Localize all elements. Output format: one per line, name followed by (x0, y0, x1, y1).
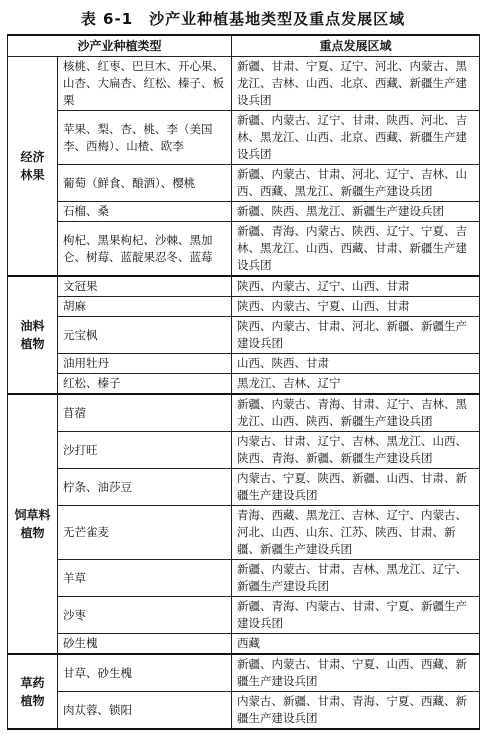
type-cell: 核桃、红枣、巴旦木、开心果、山杏、大扁杏、红松、榛子、板栗 (58, 57, 232, 111)
region-cell: 新疆、内蒙古、甘肃、宁夏、山西、西藏、新疆生产建设兵团 (232, 654, 480, 692)
table-row (8, 560, 480, 597)
category-cell: 油料 植物 (8, 276, 58, 394)
table-row (8, 469, 480, 506)
table-row (8, 374, 480, 395)
table-row (8, 394, 480, 432)
header-type: 沙产业种植类型 (8, 35, 232, 57)
type-cell: 无芒雀麦 (58, 506, 232, 560)
region-cell: 新疆、青海、内蒙古、陕西、辽宁、宁夏、吉林、黑龙江、山西、西藏、甘肃、新疆生产建设兵团 (232, 222, 480, 277)
table-row (8, 111, 480, 165)
region-cell: 新疆、内蒙古、甘肃、吉林、黑龙江、辽宁、新疆生产建设兵团 (232, 560, 480, 597)
type-cell: 甘草、砂生槐 (58, 654, 232, 692)
table-row (8, 202, 480, 222)
region-cell: 新疆、甘肃、宁夏、辽宁、河北、内蒙古、黑龙江、吉林、山西、北京、西藏、新疆生产建设兵团 (232, 57, 480, 111)
table-row (8, 297, 480, 317)
region-cell: 西藏 (232, 634, 480, 655)
region-cell: 新疆、青海、内蒙古、甘肃、宁夏、新疆生产建设兵团 (232, 597, 480, 634)
type-cell: 羊草 (58, 560, 232, 597)
type-cell: 胡麻 (58, 297, 232, 317)
region-cell: 新疆、内蒙古、青海、甘肃、辽宁、吉林、黑龙江、山西、陕西、新疆生产建设兵团 (232, 394, 480, 432)
region-cell: 陕西、内蒙古、辽宁、山西、甘肃 (232, 276, 480, 297)
type-cell: 柠条、油莎豆 (58, 469, 232, 506)
table-row (8, 654, 480, 692)
type-cell: 元宝枫 (58, 317, 232, 354)
region-cell: 山西、陕西、甘肃 (232, 354, 480, 374)
region-cell: 黑龙江、吉林、辽宁 (232, 374, 480, 395)
region-cell: 新疆、陕西、黑龙江、新疆生产建设兵团 (232, 202, 480, 222)
category-cell: 经济 林果 (8, 57, 58, 277)
category-cell: 饲草料 植物 (8, 394, 58, 654)
table-row (8, 692, 480, 730)
type-cell: 苹果、梨、杏、桃、李（美国李、西梅）、山楂、欧李 (58, 111, 232, 165)
category-cell: 草药 植物 (8, 654, 58, 729)
type-cell: 葡萄（鲜食、酿酒）、樱桃 (58, 165, 232, 202)
type-cell: 苜蓿 (58, 394, 232, 432)
planting-base-table (7, 34, 480, 730)
region-cell: 青海、西藏、黑龙江、吉林、辽宁、内蒙古、河北、山西、山东、江苏、陕西、甘肃、新疆、新疆生产建设兵团 (232, 506, 480, 560)
region-cell: 新疆、内蒙古、辽宁、甘肃、陕西、河北、吉林、黑龙江、山西、北京、西藏、新疆生产建设兵团 (232, 111, 480, 165)
region-cell: 新疆、内蒙古、甘肃、河北、辽宁、吉林、山西、西藏、黑龙江、新疆生产建设兵团 (232, 165, 480, 202)
table-row (8, 506, 480, 560)
header-region: 重点发展区域 (232, 35, 480, 57)
type-cell: 砂生槐 (58, 634, 232, 655)
table-row (8, 354, 480, 374)
header-row (8, 35, 480, 57)
type-cell: 油用牡丹 (58, 354, 232, 374)
table-row (8, 222, 480, 277)
region-cell: 内蒙古、宁夏、陕西、新疆、山西、甘肃、新疆生产建设兵团 (232, 469, 480, 506)
region-cell: 内蒙古、甘肃、辽宁、吉林、黑龙江、山西、陕西、青海、新疆、新疆生产建设兵团 (232, 432, 480, 469)
type-cell: 红松、榛子 (58, 374, 232, 395)
table-title: 表 6-1 沙产业种植基地类型及重点发展区域 (80, 10, 406, 28)
type-cell: 文冠果 (58, 276, 232, 297)
type-cell: 石榴、桑 (58, 202, 232, 222)
table-row (8, 634, 480, 655)
type-cell: 枸杞、黑果枸杞、沙棘、黑加仑、树莓、蓝靛果忍冬、蓝莓 (58, 222, 232, 277)
table-row (8, 432, 480, 469)
table-body (8, 57, 480, 730)
table-row (8, 276, 480, 297)
table-row (8, 597, 480, 634)
type-cell: 沙打旺 (58, 432, 232, 469)
table-row (8, 317, 480, 354)
type-cell: 肉苁蓉、锁阳 (58, 692, 232, 730)
type-cell: 沙枣 (58, 597, 232, 634)
region-cell: 陕西、内蒙古、宁夏、山西、甘肃 (232, 297, 480, 317)
region-cell: 陕西、内蒙古、甘肃、河北、新疆、新疆生产建设兵团 (232, 317, 480, 354)
table-row (8, 57, 480, 111)
region-cell: 内蒙古、新疆、甘肃、青海、宁夏、西藏、新疆生产建设兵团 (232, 692, 480, 730)
table-row (8, 165, 480, 202)
